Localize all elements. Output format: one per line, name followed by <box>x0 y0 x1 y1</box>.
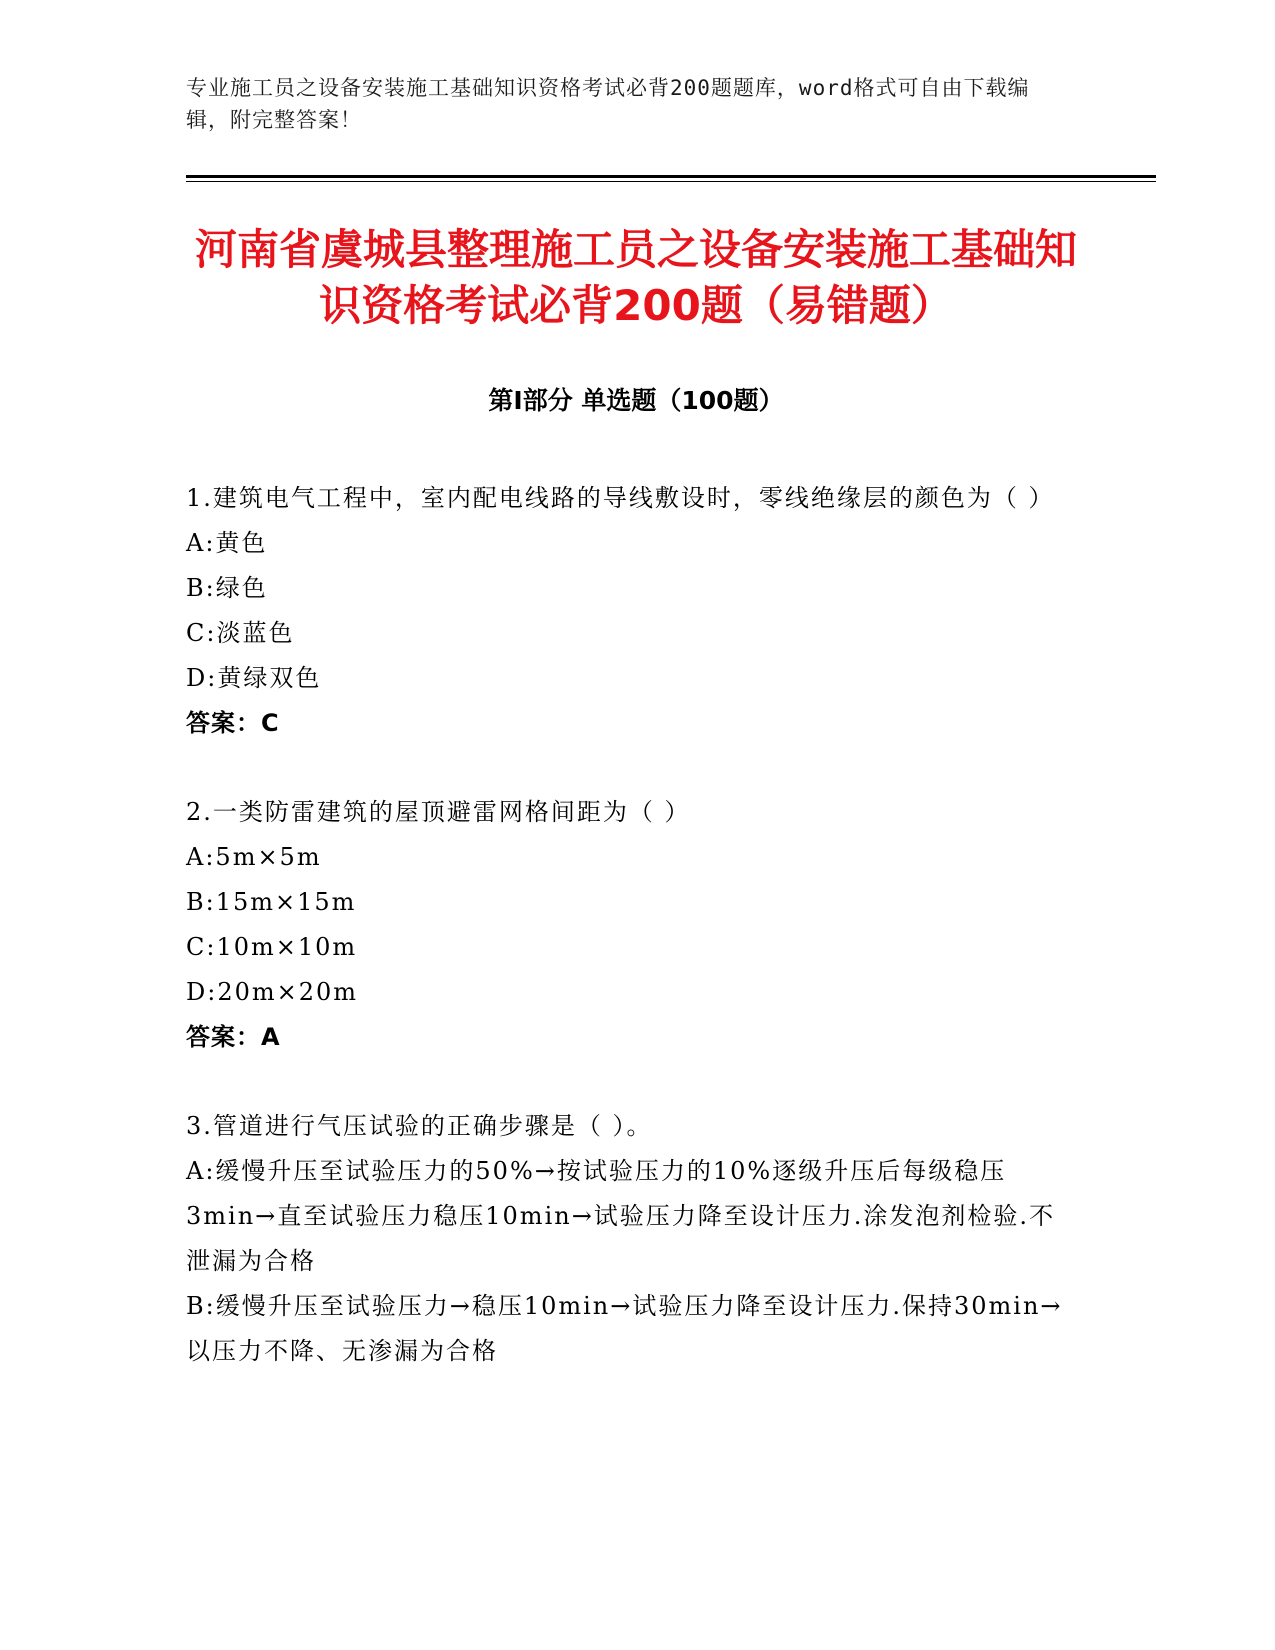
header-divider-thin <box>186 181 1156 182</box>
question-1 <box>186 476 1066 746</box>
option-a: A:5m×5m <box>186 843 322 871</box>
question-stem: 1.建筑电气工程中，室内配电线路的导线敷设时，零线绝缘层的颜色为（ ） <box>186 484 1055 512</box>
header-note: 专业施工员之设备安装施工基础知识资格考试必背200题题库，word格式可自由下载编辑，附完整答案！ <box>186 76 1030 132</box>
answer: 答案：A <box>186 1023 281 1051</box>
option-d: D:黄绿双色 <box>186 664 322 692</box>
header-divider-thick <box>186 175 1156 178</box>
document-title: 河南省虞城县整理施工员之设备安装施工基础知识资格考试必背200题（易错题） <box>194 225 1077 330</box>
option-a: A:黄色 <box>186 529 268 557</box>
question-3 <box>186 1104 1066 1374</box>
question-list <box>186 476 1066 1418</box>
option-a: A:缓慢升压至试验压力的50%→按试验压力的10%逐级升压后每级稳压3min→直至试验压力稳压10min→试验压力降至设计压力.涂发泡剂检验.不泄漏为合格 <box>186 1157 1056 1275</box>
option-d: D:20m×20m <box>186 978 359 1006</box>
question-stem: 3.管道进行气压试验的正确步骤是（ ）。 <box>186 1112 653 1140</box>
option-b: B:15m×15m <box>186 888 357 916</box>
question-stem: 2.一类防雷建筑的屋顶避雷网格间距为（ ） <box>186 798 691 826</box>
option-b: B:绿色 <box>186 574 268 602</box>
option-b: B:缓慢升压至试验压力→稳压10min→试验压力降至设计压力.保持30min→以压力不降、无渗漏为合格 <box>186 1292 1063 1365</box>
question-2 <box>186 790 1066 1060</box>
section-title: 第Ⅰ部分 单选题（100题） <box>488 386 784 415</box>
option-c: C:淡蓝色 <box>186 619 295 647</box>
option-c: C:10m×10m <box>186 933 358 961</box>
answer: 答案：C <box>186 709 280 737</box>
